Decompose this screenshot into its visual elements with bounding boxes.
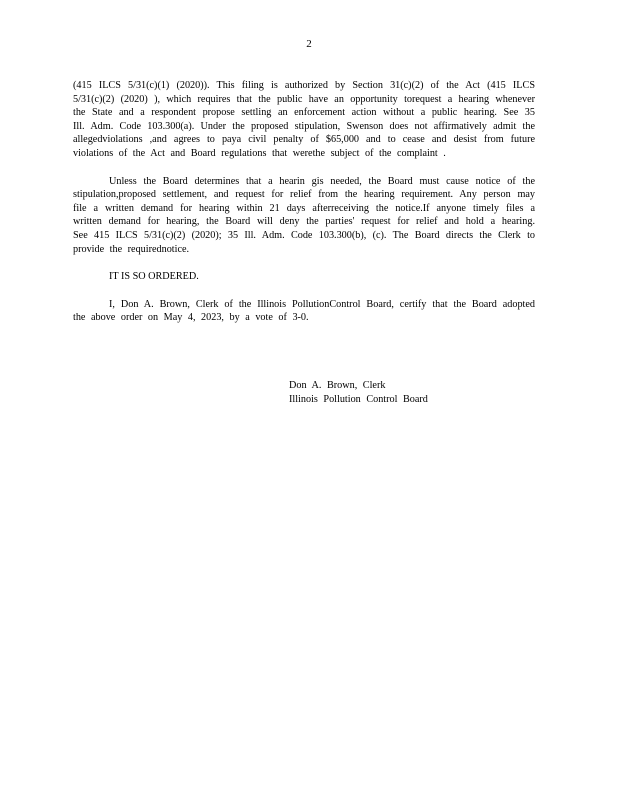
signature-organization: Illinois Pollution Control Board [289, 393, 428, 405]
page-number: 2 [306, 38, 312, 50]
signature-block [289, 379, 539, 406]
signature-name: Don A. Brown, Clerk [289, 380, 386, 391]
paragraph-stipulation: (415 ILCS 5/31(c)(1) (2020)). This filing is authorized by Section 31(c)(2) of the Act (415 ILCS 5/31(c)(2) (2020) ), which requires that the public have an opportunity torequest a hearing whenever the State and a respondent propose settling an enforcement action without a public hearing. See 35 Ill. Adm. Code 103.300(a). Under the proposed stipulation, Swenson does not affirmatively admit the allegedviolations ,and agrees to paya civil penalty of $65,000 and to cease and desist from future violations of the Act and Board regulations that werethe subject of the complaint . [73, 80, 535, 159]
paragraph-order: IT IS SO ORDERED. [109, 271, 199, 283]
paragraph-certification: I, Don A. Brown, Clerk of the Illinois PollutionControl Board, certify that the Board adopted the above order on May 4, 2023, by a vote of 3-0. [73, 298, 535, 324]
paragraph-hearing-notice: Unless the Board determines that a hearin gis needed, the Board must cause notice of the stipulation,proposed settlement, and request for relief from the hearing requirement. Any person may file a written demand for hearing within 21 days afterreceiving the notice.If anyone timely files a written demand for hearing, the Board will deny the parties' request for relief and hold a hearing. See 415 ILCS 5/31(c)(2) (2020); 35 Ill. Adm. Code 103.300(b), (c). The Board directs the Clerk to provide the requirednotice. [73, 175, 535, 255]
document-body [73, 79, 535, 339]
